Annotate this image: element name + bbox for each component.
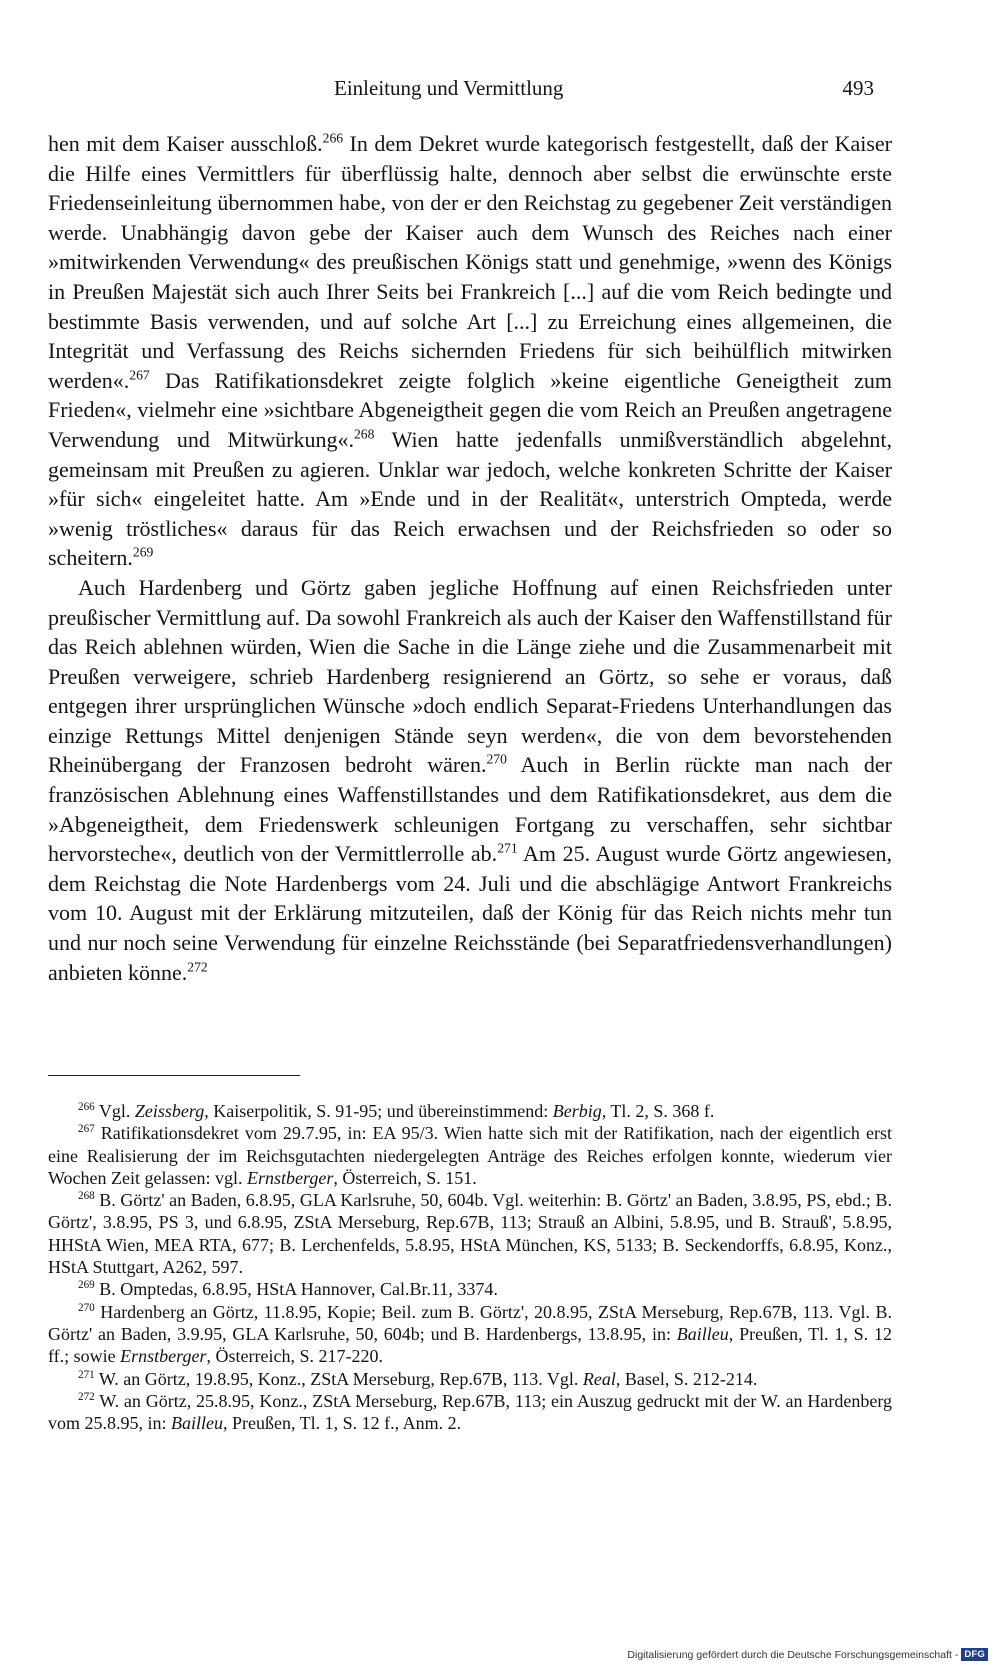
author-name: Zeissberg <box>134 1101 205 1121</box>
footnote-ref: 270 <box>486 752 507 768</box>
text-run: , Preußen, Tl. 1, S. 12 f., Anm. 2. <box>223 1413 462 1434</box>
footnote-ref: 272 <box>187 959 208 975</box>
footnote-number: 267 <box>78 1123 95 1136</box>
footnote-ref: 271 <box>497 840 518 856</box>
credit-text: Digitalisierung gefördert durch die Deutsche Forschungsgemeinschaft - <box>627 1648 959 1661</box>
footnote-separator <box>48 1075 300 1076</box>
main-text <box>48 129 892 987</box>
text-run: , Basel, S. 212-214. <box>615 1368 758 1389</box>
author-name: Real <box>582 1368 616 1389</box>
text-run: Wien hatte jedenfalls unmißverständlich abgelehnt, gemeinsam mit Preußen zu agieren. Unklar war jedoch, welche konkreten Schritte der Kaiser »für sich« eingeleitet hatte. Am »Ende und in der Realität«, unterstrich Ompteda, werde »wenig tröstliches« daraus für das Reich erwachsen und der Reichsfrieden so oder so scheitern. <box>48 426 892 571</box>
footnote-number: 272 <box>78 1390 95 1403</box>
paragraph <box>48 129 892 573</box>
footnote-number: 268 <box>78 1190 95 1203</box>
page-number: 493 <box>842 76 874 100</box>
text-run: , Österreich, S. 151. <box>333 1167 477 1188</box>
paragraph <box>48 573 892 987</box>
text-run: B. Görtz' an Baden, 6.8.95, GLA Karlsruhe, 50, 604b. Vgl. weiterhin: B. Görtz' an Baden, 3.8.95, PS, ebd.; B. Görtz', 3.8.95, PS 3, und 6.8.95, ZStA Merseburg, Rep.67B, 113; Strauß an Albini, 5.8.95, und B. Strauß', 5.8.95, HHStA Wien, MEA RTA, 677; B. Lerchenfelds, 5.8.95, HStA München, KS, 5133; B. Seckendorffs, 6.8.95, Konz., HStA Stuttgart, A262, 597. <box>48 1190 892 1278</box>
footnotes <box>48 1100 892 1434</box>
footnote <box>48 1189 892 1278</box>
author-name: Berbig <box>552 1101 602 1121</box>
text-run: Auch Hardenberg und Görtz gaben jegliche Hoffnung auf einen Reichsfrieden unter preußischer Vermittlung auf. Da sowohl Frankreich als auch der Kaiser den Waffenstillstand für das Reich ablehnen würden, Wien die Sache in die Länge ziehe und die Zusammenarbeit mit Preußen verweigere, schrieb Hardenberg resignierend an Görtz, so sehe er voraus, daß entgegen ihrer ursprünglichen Wünsche »doch endlich Separat-Friedens Unterhandlungen das einzige Rettungs Mittel denjenigen Stände seyn werden«, die von dem bevorstehenden Rheinübergang der Franzosen bedroht wären. <box>48 574 892 778</box>
footnote-ref: 269 <box>132 544 154 560</box>
text-run: Ratifikationsdekret vom 29.7.95, in: EA 95/3. Wien hatte sich mit der Ratifikation, nach der eigentlich erst eine Realisierung der im Reichsgutachten niedergelegten Anträge des Reiches erfolgen konnte, wiederum vier Wochen Zeit gelassen: vgl. <box>48 1123 892 1188</box>
footnote-ref: 266 <box>322 130 344 146</box>
text-run: Das Ratifikationsdekret zeigte folglich »keine eigentliche Geneigtheit zum Frieden«, vielmehr eine »sichtbare Abgeneigtheit gegen die vom Reich an Preußen angetragene Verwendung und Mitwürkung«. <box>48 367 892 452</box>
text-run: , Preußen, Tl. 1, S. 12 ff.; sowie <box>48 1323 892 1367</box>
text-run: W. an Görtz, 19.8.95, Konz., ZStA Merseburg, Rep.67B, 113. Vgl. <box>94 1368 583 1389</box>
text-run: hen mit dem Kaiser ausschloß. <box>48 131 323 156</box>
footnote-ref: 267 <box>129 367 150 383</box>
text-run: Auch in Berlin rückte man nach der französischen Ablehnung eines Waffenstillstandes und dem Ratifikationsdekret, aus dem die »Abgeneigtheit, dem Friedenswerk schleunigen Fortgang zu verschaffen, sehr sichtbar hervorsteche«, deutlich von der Vermittlerrolle ab. <box>48 752 892 867</box>
dfg-logo: DFG <box>961 1648 988 1661</box>
page-header <box>48 76 874 106</box>
text-run: Am 25. August wurde Görtz angewiesen, dem Reichstag die Note Hardenbergs vom 24. Juli und die abschlägige Antwort Frankreichs vom 10. August mit der Erklärung mitzuteilen, daß der König für das Reich nichts mehr tun und nur noch seine Verwendung für einzelne Reichsstände (bei Separatfriedensverhandlungen) anbieten könne. <box>48 841 893 985</box>
text-run: W. an Görtz, 25.8.95, Konz., ZStA Merseburg, Rep.67B, 113; ein Auszug gedruckt mit der W. an Hardenberg vom 25.8.95, in: <box>48 1390 892 1434</box>
running-head: Einleitung und Vermittlung <box>334 76 564 100</box>
text-run: , Österreich, S. 217-220. <box>206 1346 383 1367</box>
text-run: B. Omptedas, 6.8.95, HStA Hannover, Cal.Br.11, 3374. <box>94 1279 498 1300</box>
footnote-number: 271 <box>78 1368 95 1381</box>
text-run: Hardenberg an Görtz, 11.8.95, Kopie; Beil. zum B. Görtz', 20.8.95, ZStA Merseburg, Rep.67B, 113. Vgl. B. Görtz' an Baden, 3.9.95, GLA Karlsruhe, 50, 604b; und B. Hardenbergs, 13.8.95, in: <box>48 1301 892 1344</box>
footnote <box>48 1100 892 1122</box>
author-name: Ernstberger <box>120 1346 207 1367</box>
text-run: , Tl. 2, S. 368 f. <box>601 1101 715 1121</box>
text-run: , Kaiserpolitik, S. 91-95; und übereinstimmend: <box>204 1101 553 1121</box>
author-name: Bailleu <box>676 1323 729 1344</box>
footnote-ref: 268 <box>353 426 375 442</box>
text-run: Vgl. <box>94 1101 135 1121</box>
footnote-number: 266 <box>78 1101 95 1113</box>
book-page <box>48 0 892 1665</box>
footnote <box>48 1122 892 1189</box>
footnote <box>48 1278 892 1300</box>
footnote-number: 270 <box>78 1301 95 1314</box>
digitization-credit <box>627 1648 988 1661</box>
author-name: Ernstberger <box>247 1167 334 1188</box>
author-name: Bailleu <box>171 1413 224 1434</box>
footnote <box>48 1390 892 1435</box>
footnote <box>48 1368 892 1390</box>
footnote <box>48 1301 892 1368</box>
text-run: In dem Dekret wurde kategorisch festgestellt, daß der Kaiser die Hilfe eines Vermittlers für überflüssig halte, dennoch aber selbst die erwünschte erste Friedenseinleitung übernommen habe, von der er den Reichstag zu gegebener Zeit verständigen werde. Unabhängig davon gebe der Kaiser auch dem Wunsch des Reiches nach einer »mitwirkenden Verwendung« des preußischen Königs statt und genehmige, »wenn des Königs in Preußen Majestät sich auch Ihrer Seits bei Frankreich [...] auf die vom Reich bedingte und bestimmte Basis verwenden, und auf solche Art [...] zu Erreichung eines allgemeinen, die Integrität und Verfassung des Reichs sichernden Friedens für sich beihülflich mitwirken werden«. <box>48 131 892 393</box>
footnote-number: 269 <box>78 1279 95 1292</box>
